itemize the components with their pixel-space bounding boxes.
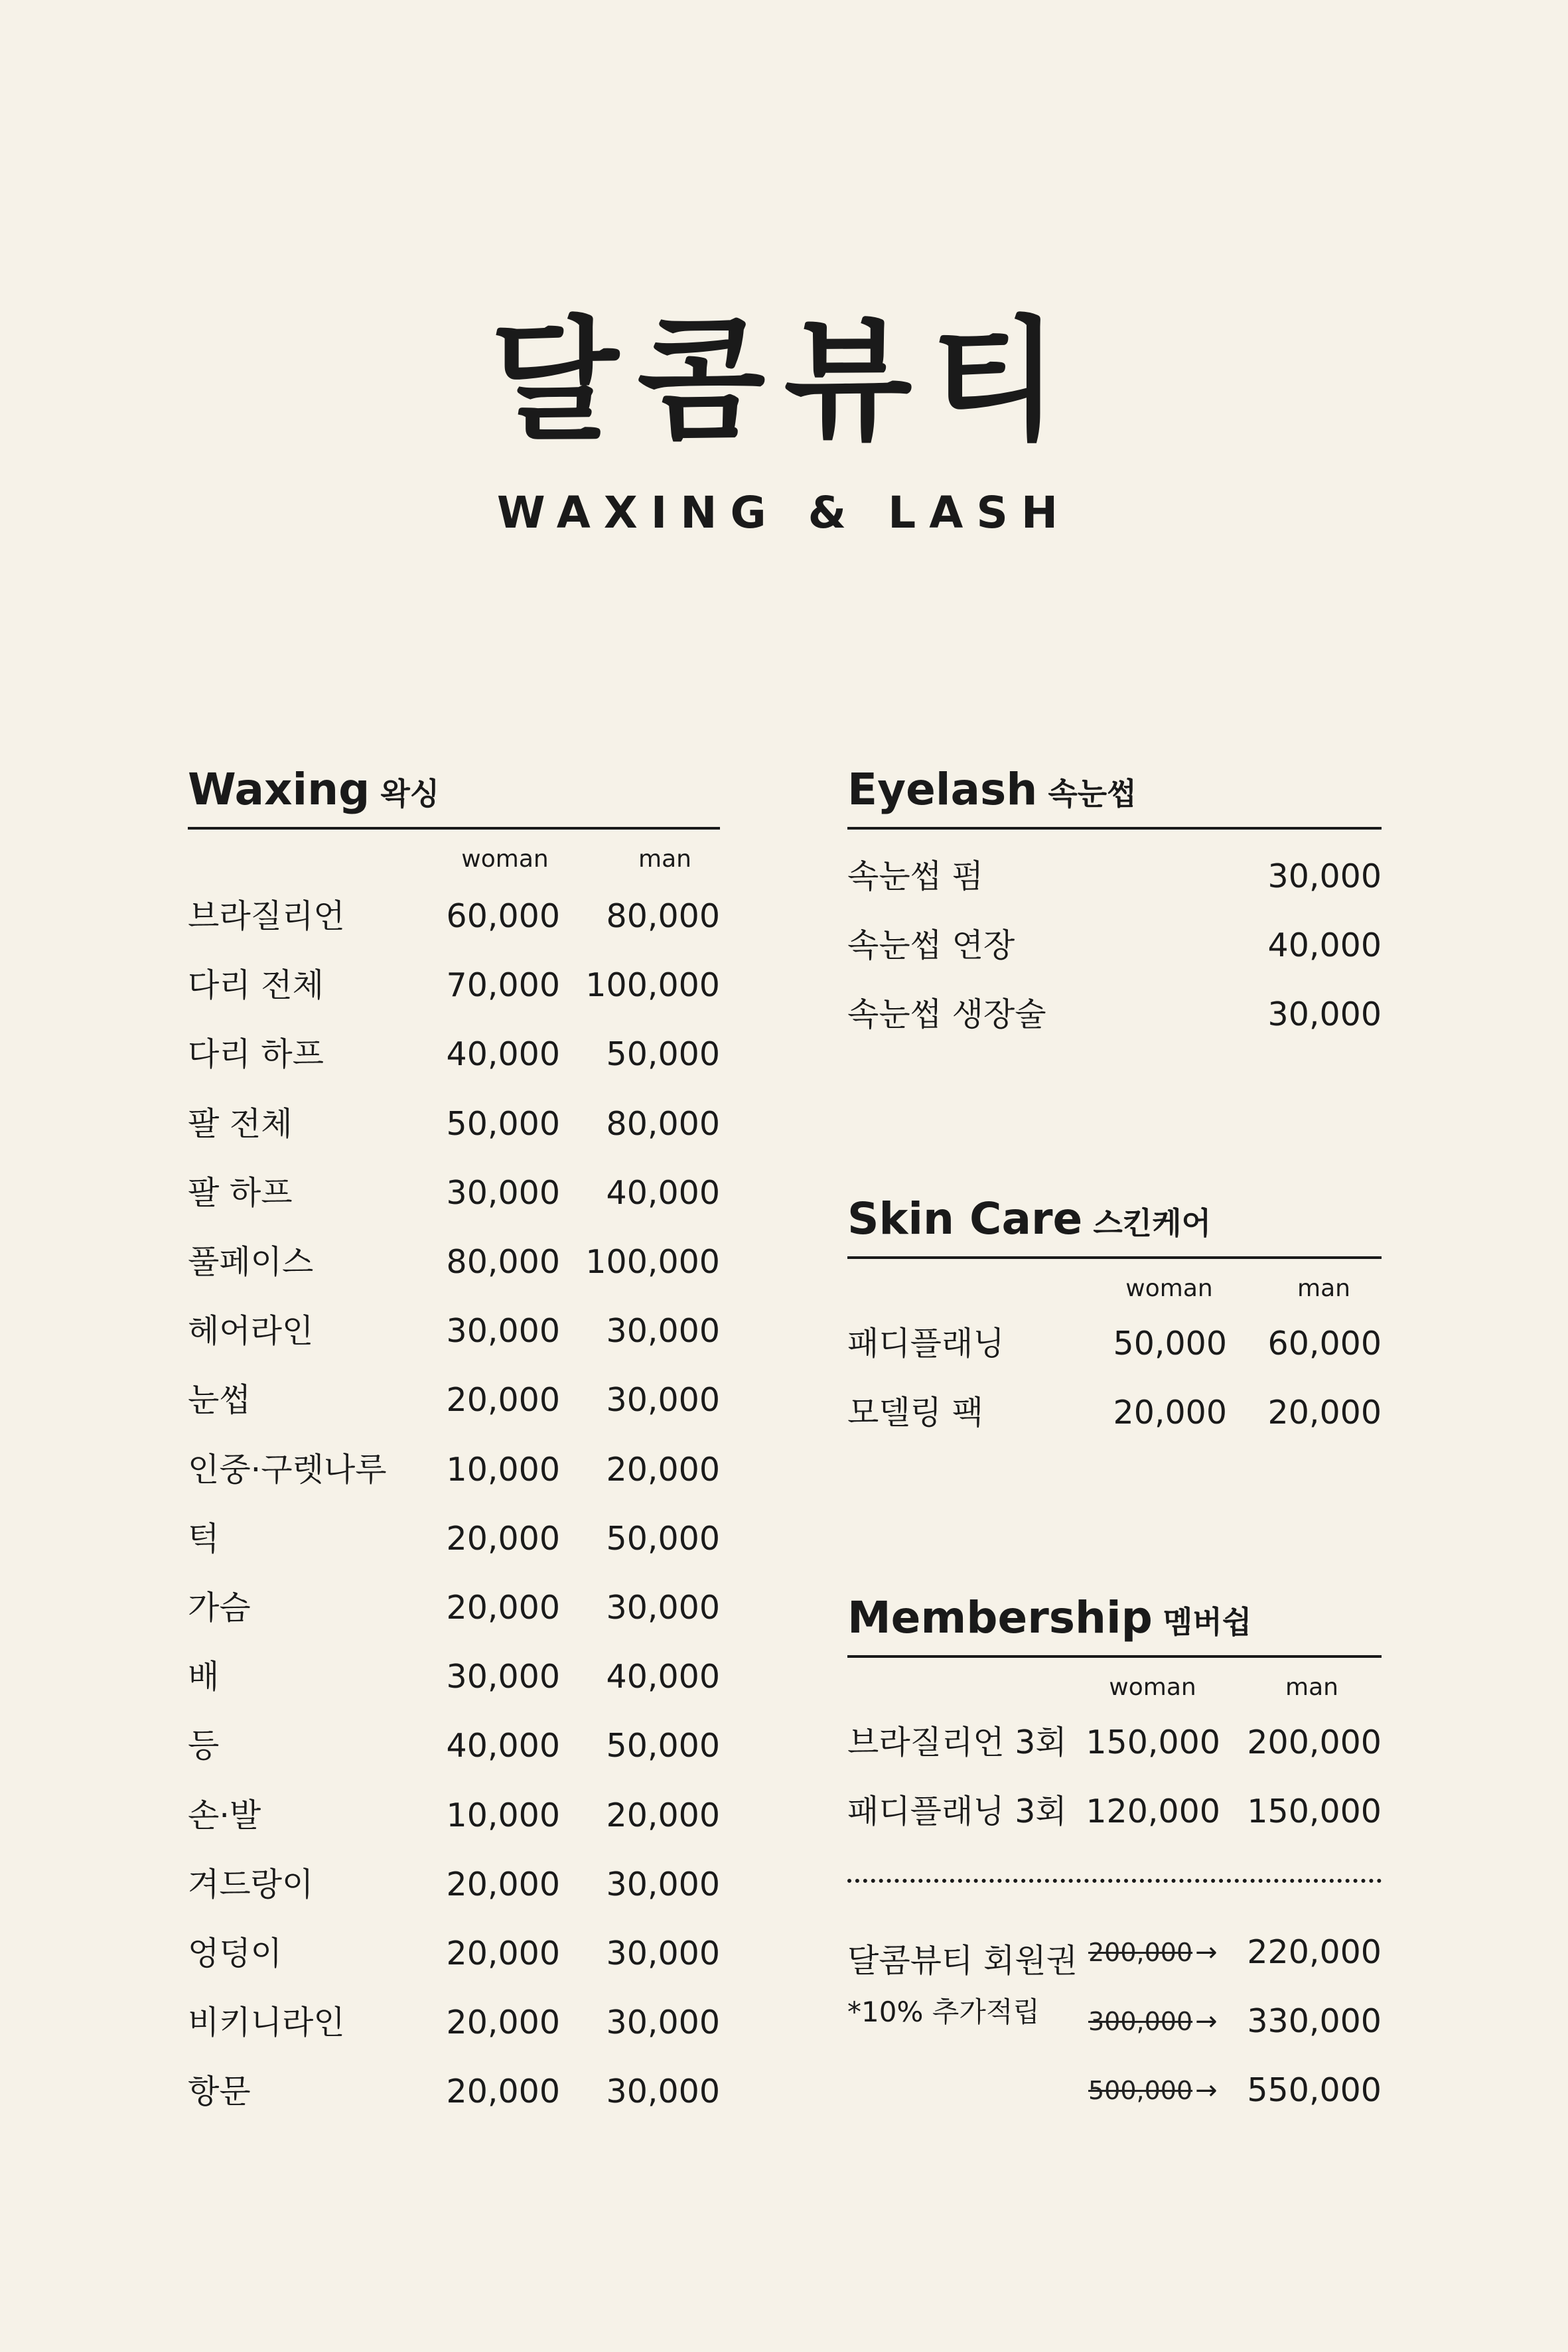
waxing-item-name: 팔 하프 — [188, 1173, 293, 1212]
waxing-row — [188, 1574, 720, 1643]
waxing-item-name: 항문 — [188, 2073, 251, 2111]
membership-price-woman: 120,000 — [1086, 1793, 1220, 1830]
card-pay-amount: 200,000 — [1088, 1938, 1193, 1967]
waxing-price-man: 30,000 — [606, 1381, 720, 1420]
waxing-item-name: 등 — [188, 1727, 220, 1765]
membership-price-man: 200,000 — [1247, 1724, 1382, 1761]
waxing-price-man: 30,000 — [606, 1589, 720, 1627]
waxing-col-man: man — [638, 845, 691, 873]
waxing-price-woman: 20,000 — [446, 1381, 560, 1420]
waxing-row — [188, 951, 720, 1020]
membership-title-kr: 멤버쉽 — [1163, 1604, 1252, 1640]
waxing-row — [188, 1643, 720, 1712]
membership-header — [847, 1582, 1382, 1658]
membership-title: Membership 멤버쉽 — [847, 1592, 1252, 1643]
waxing-item-name: 인중·구렛나루 — [188, 1450, 387, 1489]
waxing-price-man: 20,000 — [606, 1450, 720, 1489]
membership-item-name: 패디플래닝 3회 — [847, 1793, 1067, 1830]
eyelash-price: 30,000 — [1267, 857, 1382, 895]
card-pay-amount: 300,000 — [1088, 2007, 1193, 2036]
waxing-row — [188, 1297, 720, 1366]
waxing-price-woman: 60,000 — [446, 897, 560, 935]
membership-col-man: man — [1285, 1674, 1338, 1701]
waxing-row — [188, 1159, 720, 1228]
waxing-price-man: 30,000 — [606, 1312, 720, 1351]
waxing-item-name: 다리 전체 — [188, 966, 324, 1005]
waxing-item-name: 턱 — [188, 1519, 220, 1558]
waxing-item-name: 가슴 — [188, 1589, 251, 1627]
waxing-row — [188, 882, 720, 951]
waxing-row — [188, 1988, 720, 2057]
waxing-price-man: 30,000 — [606, 2004, 720, 2042]
waxing-item-name: 풀페이스 — [188, 1243, 314, 1281]
waxing-price-man: 80,000 — [606, 897, 720, 935]
waxing-row — [188, 2057, 720, 2126]
eyelash-item-name: 속눈썹 펌 — [847, 857, 983, 895]
waxing-row — [188, 1919, 720, 1988]
card-get-amount: 550,000 — [1247, 2071, 1382, 2109]
eyelash-item-name: 속눈썹 연장 — [847, 926, 1015, 964]
brand-title: 달콤뷰티 — [490, 304, 1078, 459]
membership-row — [847, 1777, 1382, 1846]
waxing-col-woman: woman — [461, 845, 549, 873]
waxing-item-name: 손·발 — [188, 1796, 261, 1834]
eyelash-price: 30,000 — [1267, 995, 1382, 1033]
waxing-price-woman: 40,000 — [446, 1727, 560, 1765]
waxing-price-woman: 50,000 — [446, 1104, 560, 1143]
waxing-price-woman: 40,000 — [446, 1035, 560, 1074]
skincare-price-man: 20,000 — [1267, 1394, 1382, 1432]
skincare-title-kr: 스킨케어 — [1093, 1205, 1212, 1241]
waxing-price-woman: 30,000 — [446, 1658, 560, 1696]
skincare-price-man: 60,000 — [1267, 1325, 1382, 1362]
eyelash-header — [847, 754, 1382, 830]
card-pay-amount: 500,000 — [1088, 2076, 1193, 2105]
waxing-price-woman: 70,000 — [446, 966, 560, 1005]
waxing-price-woman: 10,000 — [446, 1450, 560, 1489]
membership-col-woman: woman — [1109, 1674, 1196, 1701]
waxing-row — [188, 1366, 720, 1435]
waxing-title-kr: 왁싱 — [380, 776, 440, 812]
eyelash-row — [847, 842, 1382, 911]
waxing-price-woman: 20,000 — [446, 1935, 560, 1972]
waxing-item-name: 헤어라인 — [188, 1312, 314, 1351]
card-get-amount: 220,000 — [1247, 1933, 1382, 1971]
waxing-row — [188, 1228, 720, 1297]
eyelash-title-kr: 속눈썹 — [1048, 776, 1137, 812]
skincare-row — [847, 1309, 1382, 1378]
arrow-right-icon: → — [1195, 2006, 1218, 2037]
membership-card-name: 달콤뷰티 회원권 — [847, 1942, 1078, 1980]
waxing-item-name: 다리 하프 — [188, 1035, 324, 1074]
membership-row — [847, 1708, 1382, 1777]
waxing-price-woman: 20,000 — [446, 1865, 560, 1903]
waxing-item-name: 배 — [188, 1658, 220, 1696]
skincare-col-man: man — [1297, 1275, 1350, 1302]
eyelash-item-name: 속눈썹 생장술 — [847, 995, 1046, 1033]
waxing-price-woman: 20,000 — [446, 1589, 560, 1627]
skincare-item-name: 모델링 팩 — [847, 1394, 983, 1432]
skincare-header — [847, 1183, 1382, 1259]
waxing-price-woman: 10,000 — [446, 1796, 560, 1834]
waxing-price-woman: 30,000 — [446, 1173, 560, 1212]
waxing-item-name: 엉덩이 — [188, 1935, 283, 1972]
waxing-row — [188, 1712, 720, 1781]
card-pay-row — [1088, 1918, 1218, 1987]
waxing-price-woman: 20,000 — [446, 1519, 560, 1558]
waxing-price-man: 20,000 — [606, 1796, 720, 1834]
dotted-divider — [847, 1879, 1382, 1883]
arrow-right-icon: → — [1195, 1937, 1218, 1968]
eyelash-price: 40,000 — [1267, 926, 1382, 964]
eyelash-row — [847, 980, 1382, 1049]
skincare-col-woman: woman — [1125, 1275, 1213, 1302]
eyelash-title: Eyelash 속눈썹 — [847, 764, 1137, 815]
arrow-right-icon: → — [1195, 2075, 1218, 2106]
waxing-price-man: 40,000 — [606, 1658, 720, 1696]
skincare-row — [847, 1378, 1382, 1447]
waxing-price-man: 30,000 — [606, 1865, 720, 1903]
skincare-section — [847, 1183, 1382, 1482]
waxing-price-man: 50,000 — [606, 1035, 720, 1074]
waxing-header — [188, 754, 720, 830]
membership-item-name: 브라질리언 3회 — [847, 1724, 1067, 1761]
eyelash-section — [847, 754, 1382, 1072]
waxing-row — [188, 1850, 720, 1919]
skincare-item-name: 패디플래닝 — [847, 1325, 1005, 1362]
waxing-price-man: 50,000 — [606, 1519, 720, 1558]
waxing-row — [188, 1090, 720, 1159]
waxing-item-name: 브라질리언 — [188, 897, 345, 935]
membership-card-note: *10% 추가적립 — [847, 1996, 1040, 2028]
waxing-row — [188, 1505, 720, 1574]
waxing-price-man: 100,000 — [585, 1243, 720, 1281]
waxing-price-woman: 20,000 — [446, 2004, 560, 2042]
waxing-price-man: 50,000 — [606, 1727, 720, 1765]
waxing-price-man: 30,000 — [606, 1935, 720, 1972]
waxing-item-name: 비키니라인 — [188, 2004, 345, 2042]
skincare-price-woman: 20,000 — [1113, 1394, 1227, 1432]
eyelash-row — [847, 911, 1382, 980]
waxing-row — [188, 1020, 720, 1089]
waxing-title: Waxing 왁싱 — [188, 764, 440, 815]
waxing-price-woman: 20,000 — [446, 2073, 560, 2111]
waxing-item-name: 겨드랑이 — [188, 1865, 314, 1903]
skincare-title: Skin Care 스킨케어 — [847, 1193, 1212, 1244]
card-pay-row — [1088, 2056, 1218, 2125]
skincare-price-woman: 50,000 — [1113, 1325, 1227, 1362]
waxing-price-man: 100,000 — [585, 966, 720, 1005]
waxing-price-woman: 30,000 — [446, 1312, 560, 1351]
waxing-price-man: 30,000 — [606, 2073, 720, 2111]
card-pay-row — [1088, 1987, 1218, 2056]
membership-price-woman: 150,000 — [1086, 1724, 1220, 1761]
waxing-row — [188, 1435, 720, 1505]
waxing-price-man: 80,000 — [606, 1104, 720, 1143]
membership-price-man: 150,000 — [1247, 1793, 1382, 1830]
waxing-price-man: 40,000 — [606, 1173, 720, 1212]
waxing-row — [188, 1781, 720, 1850]
waxing-item-name: 눈썹 — [188, 1381, 251, 1420]
waxing-item-name: 팔 전체 — [188, 1104, 293, 1143]
brand-subtitle: WAXING & LASH — [496, 487, 1072, 538]
waxing-price-woman: 80,000 — [446, 1243, 560, 1281]
card-get-amount: 330,000 — [1247, 2002, 1382, 2040]
waxing-section — [188, 754, 720, 2148]
